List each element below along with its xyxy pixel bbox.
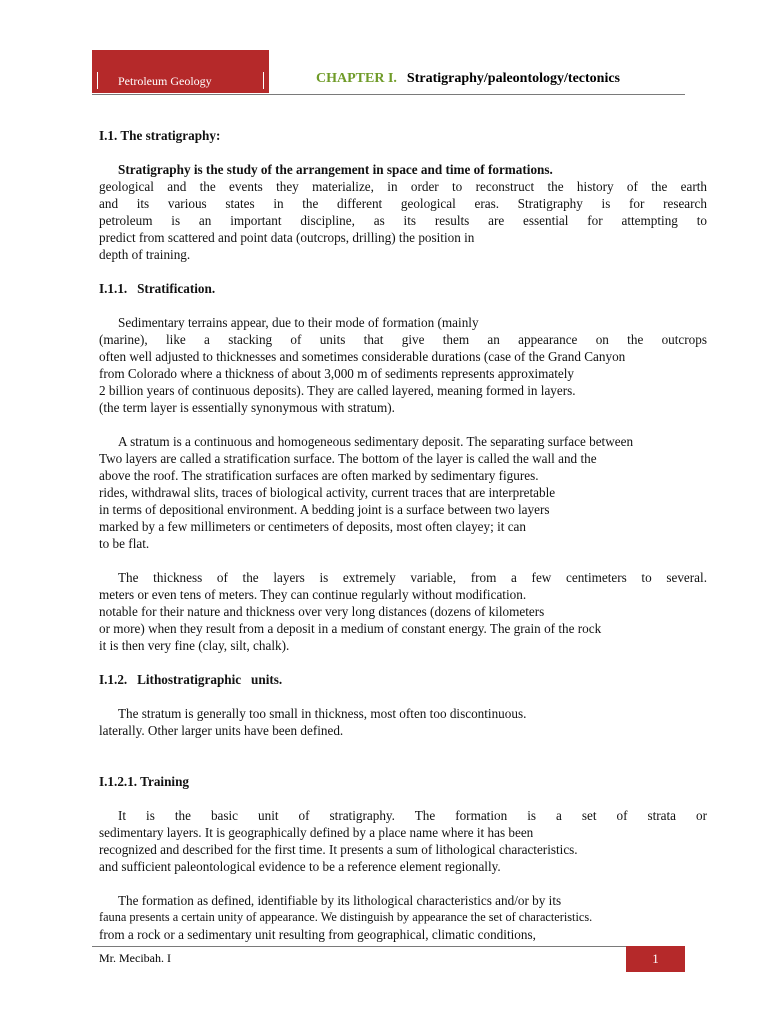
paragraph-line: The stratum is generally too small in thickness, most often too discontinuous. bbox=[118, 706, 527, 721]
paragraph-line: often well adjusted to thicknesses and sometimes considerable durations (case of the Grand Canyon bbox=[99, 349, 626, 364]
paragraph-line: sedimentary layers. It is geographically defined by a place name where it has been bbox=[99, 825, 534, 840]
footer-author: Mr. Mecibah. I bbox=[99, 951, 171, 965]
chapter-number: CHAPTER I. bbox=[316, 71, 397, 86]
header-box-right-rule bbox=[263, 72, 264, 89]
paragraph-line: Sedimentary terrains appear, due to their mode of formation (mainly bbox=[118, 315, 479, 330]
paragraph-line: or more) when they result from a deposit in a medium of constant energy. The grain of the rock bbox=[99, 621, 602, 636]
paragraph-line: marked by a few millimeters or centimeters of deposits, most often clayey; it can bbox=[99, 519, 526, 534]
paragraph-line: 2 billion years of continuous deposits). They are called layered, meaning formed in layers. bbox=[99, 383, 576, 398]
paragraph-line: meters or even tens of meters. They can continue regularly without modification. bbox=[99, 587, 527, 602]
paragraph-line: Stratigraphy is the study of the arrangement in space and time of formations. bbox=[118, 162, 553, 177]
paragraph-line: from a rock or a sedimentary unit resulting from geographical, climatic conditions, bbox=[99, 927, 536, 942]
header-divider bbox=[92, 94, 685, 95]
paragraph-line: notable for their nature and thickness over very long distances (dozens of kilometers bbox=[99, 604, 545, 619]
paragraph-line: and its various states in the different geological eras. Stratigraphy is for research bbox=[99, 196, 707, 211]
paragraph-line: (the term layer is essentially synonymous with stratum). bbox=[99, 400, 395, 415]
footer-divider bbox=[92, 946, 685, 947]
paragraph-line: Two layers are called a stratification surface. The bottom of the layer is called the wall and the bbox=[99, 451, 597, 466]
paragraph-line: A stratum is a continuous and homogeneous sedimentary deposit. The separating surface between bbox=[118, 434, 634, 449]
paragraph-training-2 bbox=[99, 892, 707, 943]
paragraph-line: predict from scattered and point data (outcrops, drilling) the position in bbox=[99, 230, 475, 245]
paragraph-line: it is then very fine (clay, silt, chalk). bbox=[99, 638, 290, 653]
paragraph-stratification-3 bbox=[99, 569, 707, 654]
paragraph-line: fauna presents a certain unity of appearance. We distinguish by appearance the set of characteristics. bbox=[99, 910, 593, 924]
paragraph-line: geological and the events they materialize, in order to reconstruct the history of the earth bbox=[99, 179, 707, 194]
paragraph-stratification-1 bbox=[99, 314, 707, 416]
header-chapter-title bbox=[316, 71, 620, 87]
paragraph-line: recognized and described for the first time. It presents a sum of lithological characteristics. bbox=[99, 842, 578, 857]
paragraph-line: rides, withdrawal slits, traces of biological activity, current traces that are interpretable bbox=[99, 485, 556, 500]
paragraph-lithostratigraphic-units bbox=[99, 705, 707, 739]
header-box-left-rule bbox=[97, 72, 98, 89]
paragraph-line: The thickness of the layers is extremely variable, from a few centimeters to several. bbox=[118, 570, 707, 585]
section-heading-training: I.1.2.1. Training bbox=[99, 774, 190, 789]
paragraph-line: in terms of depositional environment. A bedding joint is a surface between two layers bbox=[99, 502, 550, 517]
section-heading-lithostratigraphic-units: I.1.2. Lithostratigraphic units. bbox=[99, 672, 283, 687]
paragraph-line: from Colorado where a thickness of about 3,000 m of sediments represents approximately bbox=[99, 366, 574, 381]
paragraph-line: to be flat. bbox=[99, 536, 150, 551]
paragraph-line: and sufficient paleontological evidence to be a reference element regionally. bbox=[99, 859, 501, 874]
page-body bbox=[99, 127, 707, 943]
paragraph-line: (marine), like a stacking of units that give them an appearance on the outcrops bbox=[99, 332, 707, 347]
paragraph-line: It is the basic unit of stratigraphy. The formation is a set of strata or bbox=[118, 808, 707, 823]
paragraph-line: depth of training. bbox=[99, 247, 191, 262]
paragraph-line: above the roof. The stratification surfaces are often marked by sedimentary figures. bbox=[99, 468, 539, 483]
paragraph-line: petroleum is an important discipline, as its results are essential for attempting to bbox=[99, 213, 707, 228]
paragraph-stratification-2 bbox=[99, 433, 707, 552]
paragraph-stratigraphy bbox=[99, 161, 707, 263]
paragraph-training-1 bbox=[99, 807, 707, 875]
paragraph-line: laterally. Other larger units have been defined. bbox=[99, 723, 344, 738]
section-heading-stratigraphy: I.1. The stratigraphy: bbox=[99, 128, 221, 143]
page-number: 1 bbox=[652, 951, 659, 966]
chapter-title: Stratigraphy/paleontology/tectonics bbox=[406, 71, 621, 86]
header-subject-label: Petroleum Geology bbox=[118, 74, 212, 88]
paragraph-line: The formation as defined, identifiable by its lithological characteristics and/or by its bbox=[118, 893, 562, 908]
section-heading-stratification: I.1.1. Stratification. bbox=[99, 281, 216, 296]
